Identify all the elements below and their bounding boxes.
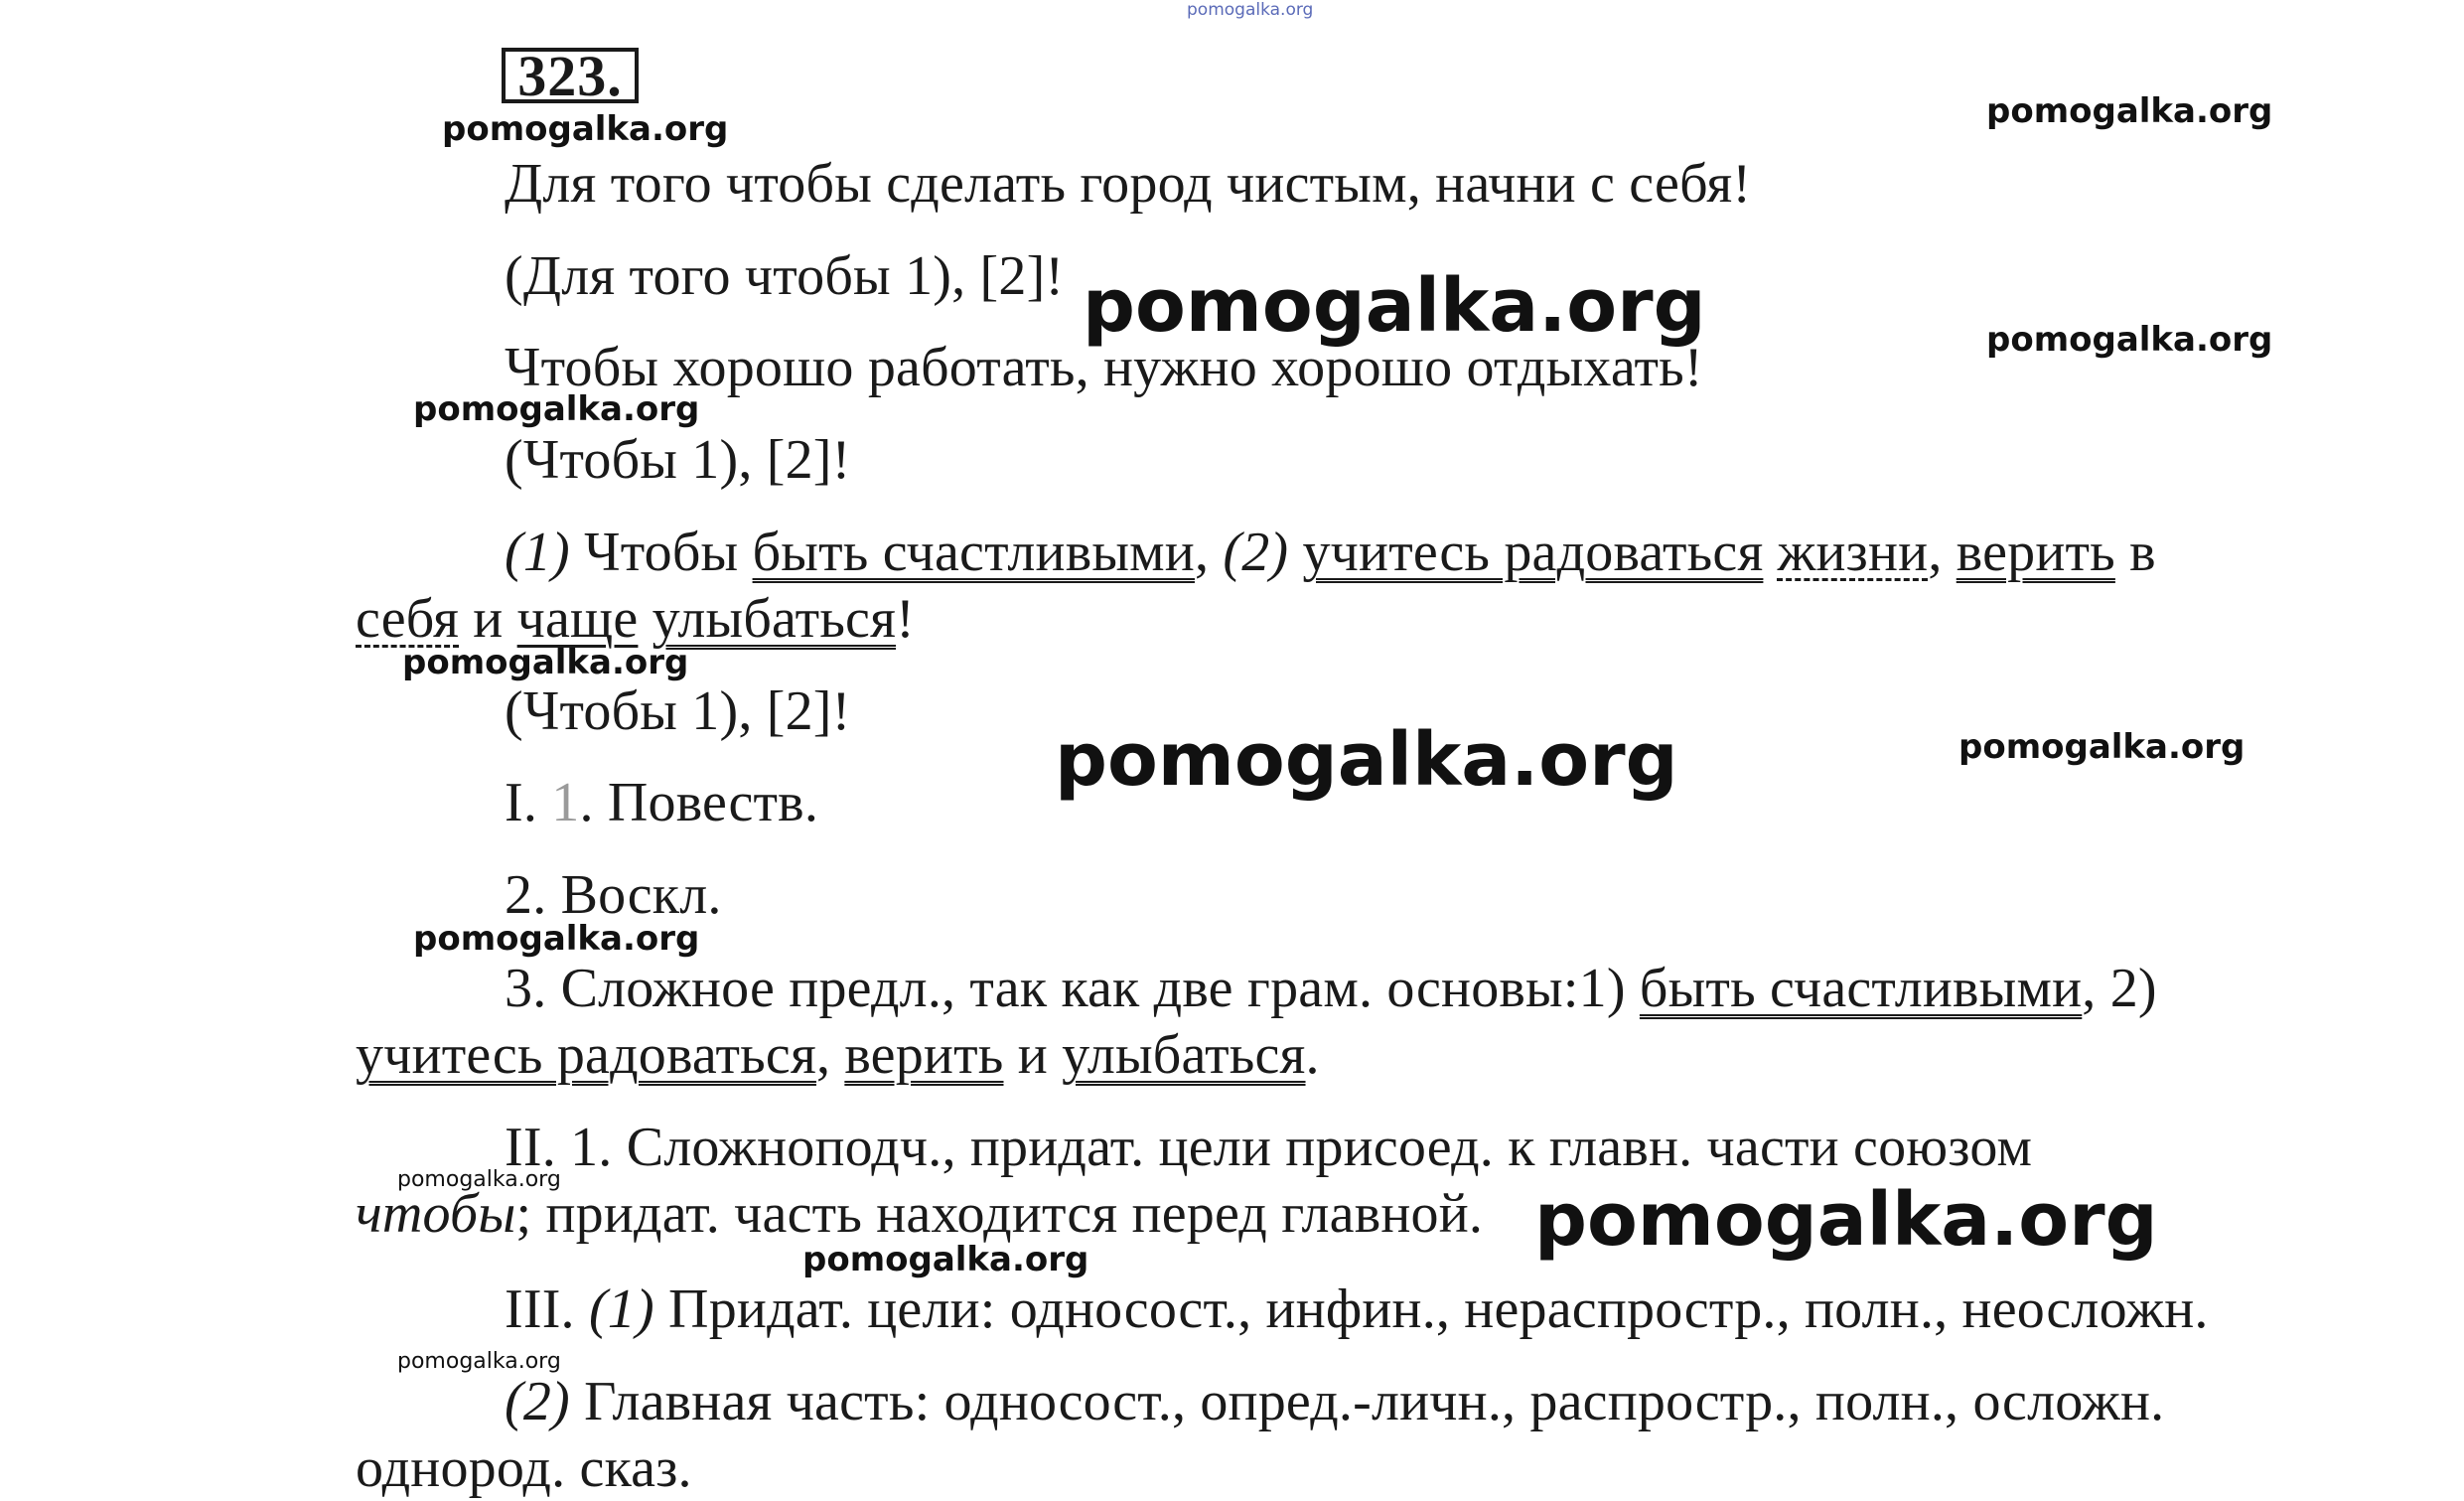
- predicate: улыбаться: [652, 588, 897, 650]
- analysis-i-3-line-1: [505, 956, 2157, 1021]
- watermark-large: pomogalka.org: [1534, 1177, 2158, 1263]
- watermark: pomogalka.org: [1986, 320, 2273, 360]
- predicate: учитесь радоваться: [1302, 522, 1764, 583]
- analysis-iii-1: [505, 1276, 2209, 1342]
- scheme-3: (Чтобы 1), [2]!: [505, 680, 851, 742]
- text-fragment: ,: [1928, 522, 1957, 583]
- watermark: pomogalka.org: [802, 1240, 1089, 1279]
- watermark: pomogalka.org: [397, 1167, 561, 1192]
- watermark-large: pomogalka.org: [1083, 263, 1706, 349]
- text-fragment: Придат. цели: односост., инфин., нераспростр., полн., неосложн.: [653, 1278, 2209, 1340]
- watermark: pomogalka.org: [1986, 91, 2273, 131]
- watermark: pomogalka.org: [442, 109, 729, 149]
- sentence-3-line-2: [356, 586, 915, 652]
- watermark: pomogalka.org: [1958, 727, 2246, 767]
- text-fragment: .: [1305, 1024, 1320, 1086]
- predicate: улыбаться: [1062, 1024, 1306, 1086]
- sentence-2: Чтобы хорошо работать, нужно хорошо отдыхать!: [505, 337, 1703, 398]
- predicate: быть счастливыми: [1639, 958, 2083, 1019]
- object: жизни: [1777, 522, 1929, 583]
- watermark: pomogalka.org: [397, 1349, 561, 1374]
- text-fragment: ,: [815, 1024, 845, 1086]
- sentence-1: Для того чтобы сделать город чистым, начни с себя!: [505, 153, 1752, 215]
- analysis-i-2: 2. Воскл.: [505, 864, 722, 926]
- text-fragment: в: [2114, 522, 2156, 583]
- text-fragment: [1288, 522, 1302, 583]
- clause-marker: (1): [505, 522, 570, 583]
- text-fragment: !: [896, 588, 915, 650]
- analysis-ii-line-1: II. 1. Сложноподч., придат. цели присоед. к главн. части союзом: [505, 1117, 2033, 1178]
- predicate: учитесь радоваться: [356, 1024, 816, 1086]
- text-fragment: ,: [1194, 522, 1224, 583]
- text-fragment: Главная часть: односост., опред.-личн., распростр., полн., осложн.: [569, 1371, 2165, 1432]
- analysis-iii-2-line-2: однород. сказ.: [356, 1437, 692, 1499]
- analysis-i-3-line-2: [356, 1022, 1320, 1088]
- text-fragment: [638, 588, 652, 650]
- text-fragment: , 2): [2082, 958, 2157, 1019]
- scheme-2: (Чтобы 1), [2]!: [505, 429, 851, 491]
- watermark-top: pomogalka.org: [1187, 0, 1314, 20]
- text-fragment: Чтобы: [569, 522, 753, 583]
- text-fragment: [1763, 522, 1777, 583]
- watermark: pomogalka.org: [413, 919, 700, 959]
- predicate: быть счастливыми: [752, 522, 1195, 583]
- watermark: pomogalka.org: [402, 643, 689, 682]
- text-fragment: и: [459, 588, 517, 650]
- watermark: pomogalka.org: [413, 389, 700, 429]
- clause-marker: (1): [588, 1278, 654, 1340]
- text-fragment: . Повеств.: [579, 772, 819, 833]
- exercise-number: 323.: [502, 48, 639, 103]
- analysis-i-1: [505, 770, 818, 835]
- clause-marker: (2): [505, 1371, 570, 1432]
- predicate: верить: [844, 1024, 1004, 1086]
- text-fragment: и: [1003, 1024, 1063, 1086]
- sentence-3-line-1: [505, 520, 2156, 585]
- clause-marker: (2): [1223, 522, 1289, 583]
- analysis-ii-line-2: [356, 1181, 1483, 1247]
- scheme-1: (Для того чтобы 1), [2]!: [505, 245, 1065, 307]
- text-fragment: 3. Сложное предл., так как две грам. основы:1): [505, 958, 1640, 1019]
- predicate: верить: [1956, 522, 2115, 583]
- adverbial: чаще: [516, 588, 639, 650]
- text-fragment: 1: [551, 772, 580, 833]
- conjunction: чтобы: [356, 1183, 516, 1245]
- text-fragment: III.: [505, 1278, 589, 1340]
- watermark-large: pomogalka.org: [1055, 717, 1678, 803]
- text-fragment: I.: [505, 772, 552, 833]
- object: себя: [356, 588, 460, 650]
- text-fragment: ; придат. часть находится перед главной.: [515, 1183, 1484, 1245]
- analysis-iii-2-line-1: [505, 1369, 2164, 1434]
